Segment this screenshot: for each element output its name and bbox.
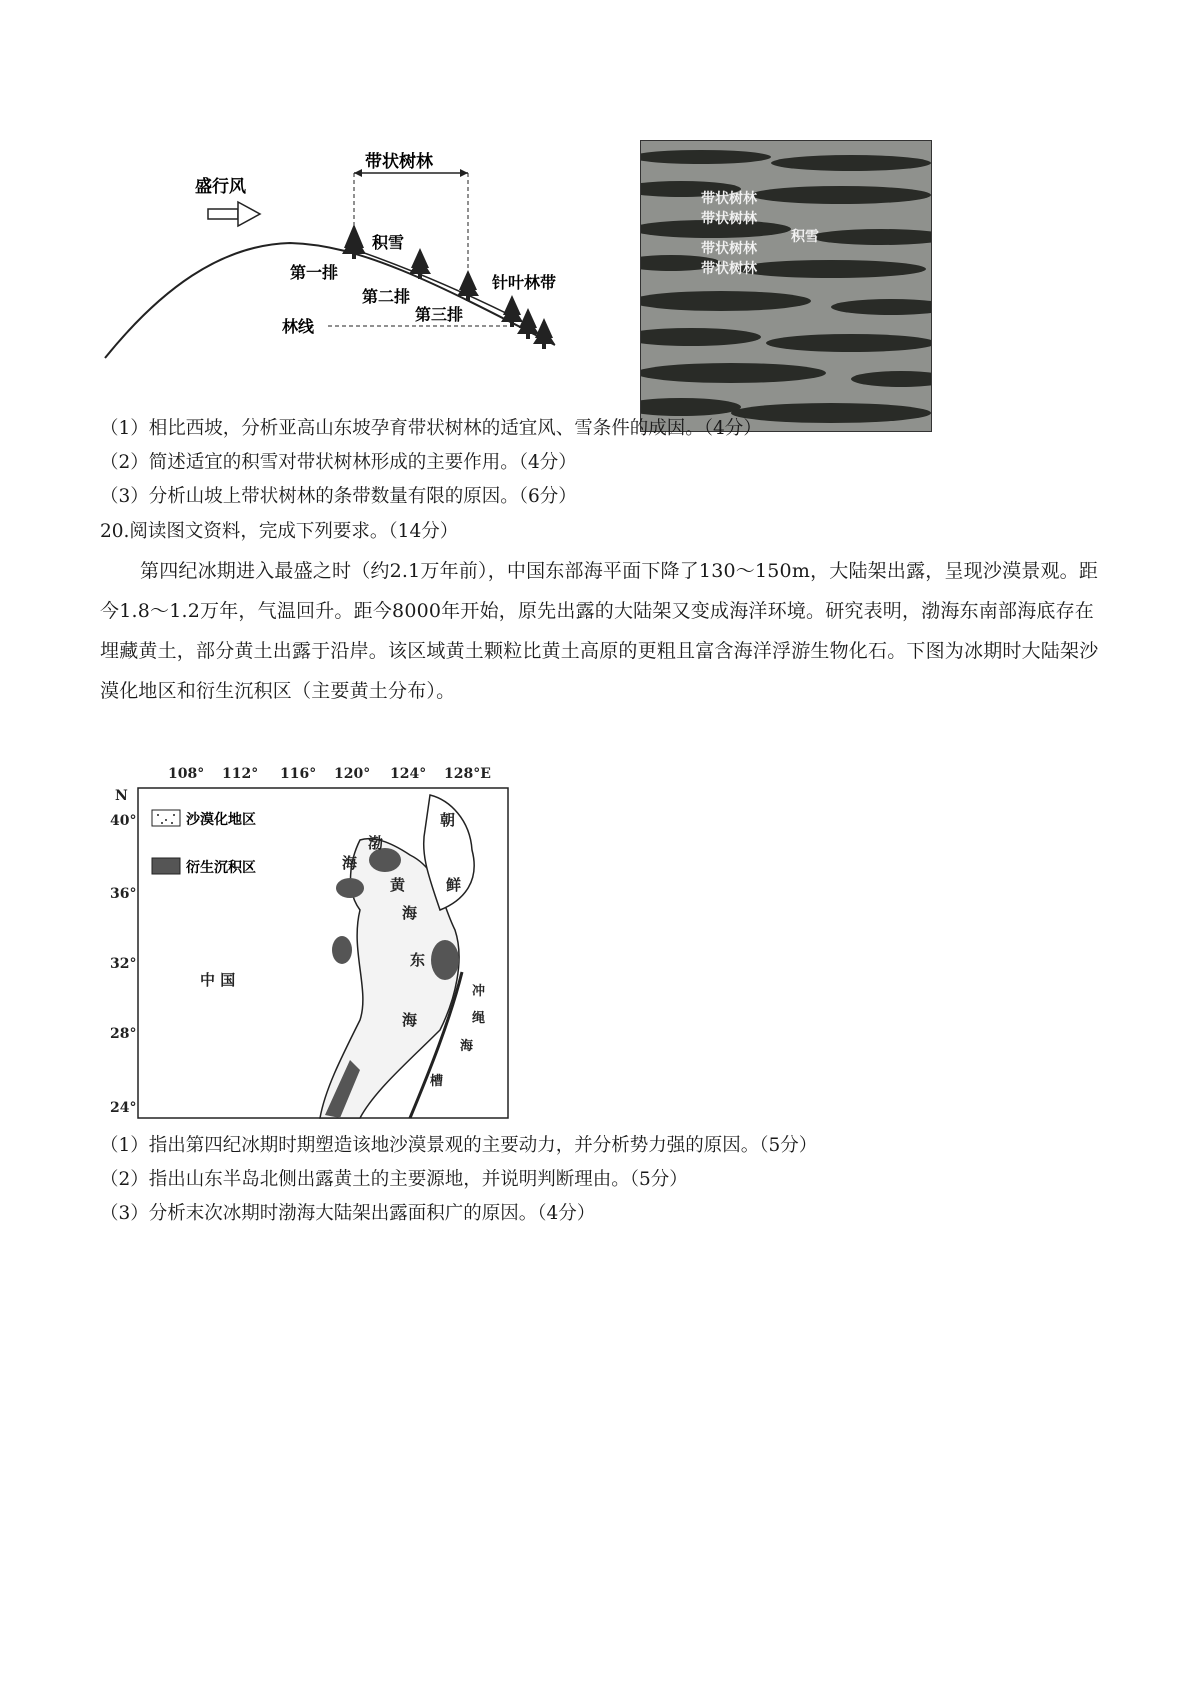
loess-area	[431, 940, 459, 980]
lon-tick: 128°E	[444, 766, 491, 782]
question-20-paragraph: 第四纪冰期进入最盛之时（约2.1万年前），中国东部海平面下降了130～150m，大陆架出露，呈现沙漠景观。距今1.8～1.2万年，气温回升。距今8000年开始，原先出露的大陆架又变成海洋环境。研究表明，渤海东南部海底存在埋藏黄土，部分黄土出露于沿岸。该区域黄土颗粒比黄土高原的更粗且富含海洋浮游生物化石。下图为冰期时大陆架沙漠化地区和衍生沉积区（主要黄土分布）。	[100, 560, 1099, 702]
question-19-3: （3）分析山坡上带状树林的条带数量有限的原因。（6分）	[100, 486, 577, 507]
loess-area	[332, 936, 352, 964]
lon-tick: 124°	[390, 766, 427, 782]
trough-label: 冲	[472, 984, 486, 999]
legend-loess-label: 衍生沉积区	[186, 860, 256, 876]
conifer-label: 针叶林带	[492, 273, 557, 292]
lat-tick: 32°	[110, 956, 137, 972]
photo-label: 积雪	[791, 229, 819, 245]
donghai-label: 海	[402, 1011, 418, 1029]
row3-label: 第三排	[415, 305, 464, 324]
tree-icon	[501, 295, 523, 327]
wind-arrow-icon	[208, 202, 260, 226]
row2-label: 第二排	[362, 287, 411, 306]
photo-label: 带状树林	[701, 211, 757, 227]
photo-label: 带状树林	[701, 241, 757, 257]
korea-label: 朝	[440, 811, 456, 829]
lat-tick: 36°	[110, 886, 137, 902]
trough-label: 槽	[430, 1074, 444, 1089]
china-label: 中 国	[200, 971, 236, 989]
loess-area	[336, 878, 364, 898]
lat-tick: 24°	[110, 1100, 137, 1116]
question-19-2: （2）简述适宜的积雪对带状树林形成的主要作用。（4分）	[100, 452, 577, 473]
band-forest-photo	[640, 140, 932, 432]
lon-tick: 116°	[280, 766, 317, 782]
lat-tick: 28°	[110, 1026, 137, 1042]
lon-tick: 108°	[168, 766, 205, 782]
huanghai-label: 海	[402, 904, 418, 922]
north-label: N	[115, 788, 128, 804]
question-19-1: （1）相比西坡，分析亚高山东坡孕育带状树林的适宜风、雪条件的成因。（4分）	[100, 418, 762, 439]
lat-tick: 40°	[110, 813, 137, 829]
band-label: 带状树林	[365, 152, 433, 172]
trough-label: 海	[460, 1039, 474, 1054]
lon-tick: 120°	[334, 766, 371, 782]
shelf-map	[110, 760, 560, 1125]
legend-desert-label: 沙漠化地区	[186, 812, 256, 828]
snow-label: 积雪	[372, 233, 405, 252]
question-20-3: （3）分析末次冰期时渤海大陆架出露面积广的原因。（4分）	[100, 1203, 596, 1224]
legend-desert-swatch	[152, 810, 180, 826]
photo-label: 带状树林	[701, 261, 757, 277]
legend-loess-swatch	[152, 858, 180, 874]
photo-label: 带状树林	[701, 191, 757, 207]
wind-label: 盛行风	[195, 177, 246, 197]
bohai-label: 渤	[368, 834, 384, 852]
huanghai-label: 黄	[390, 876, 406, 894]
trough-label: 绳	[472, 1011, 486, 1026]
donghai-label: 东	[410, 951, 426, 969]
lon-tick: 112°	[222, 766, 259, 782]
row1-label: 第一排	[290, 263, 339, 282]
bohai-label: 海	[342, 854, 358, 872]
question-20-title: 20.阅读图文资料，完成下列要求。（14分）	[100, 521, 459, 542]
question-20-1: （1）指出第四纪冰期时期塑造该地沙漠景观的主要动力，并分析势力强的原因。（5分）	[100, 1135, 818, 1156]
slope-curve	[105, 243, 555, 358]
korea-label: 鲜	[446, 876, 462, 894]
tree-icon	[342, 224, 366, 259]
question-20-2: （2）指出山东半岛北侧出露黄土的主要源地，并说明判断理由。（5分）	[100, 1169, 688, 1190]
slope-profile-diagram	[100, 140, 620, 400]
treeline-label: 林线	[282, 317, 315, 336]
